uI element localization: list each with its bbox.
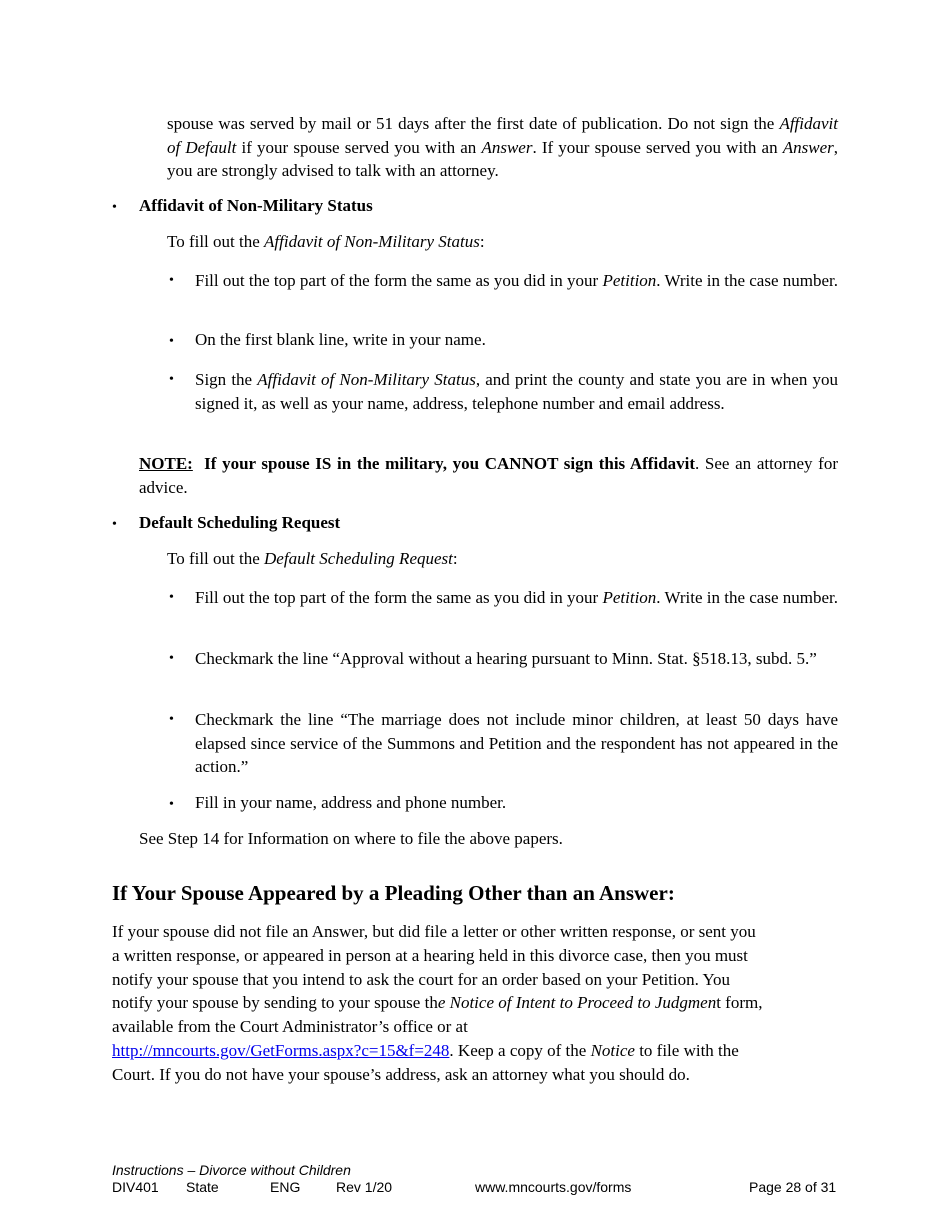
bullet: • (112, 200, 117, 215)
bullet: • (169, 651, 174, 666)
nonmil-item-1: Fill out the top part of the form the same as you did in your Petition. Write in the case number. (195, 271, 838, 290)
section-body (112, 920, 852, 1087)
nonmil-item-2: On the first blank line, write in your name. (195, 330, 486, 349)
footer-state: State (186, 1179, 219, 1195)
section-line: a written response, or appeared in person at a hearing held in this divorce case, then you must (112, 945, 748, 965)
bullet: • (169, 797, 174, 812)
continuation-paragraph: spouse was served by mail or 51 days after the first date of publication. Do not sign the Affidavit of Default if your spouse served you with an Answer. If your spouse served you with an Answer, you are strongly advised to talk with an attorney. (167, 114, 838, 180)
footer-revision: Rev 1/20 (336, 1179, 393, 1195)
footer-url: www.mncourts.gov/forms (475, 1179, 632, 1195)
section-line: Court. If you do not have your spouse’s address, ask an attorney what you should do. (112, 1064, 690, 1084)
bullet: • (169, 712, 174, 727)
nonmil-item-3: Sign the Affidavit of Non-Military Status, and print the county and state you are in when you signed it, as well as your name, address, telephone number and email address. (195, 370, 839, 413)
get-forms-link[interactable]: http://mncourts.gov/GetForms.aspx?c=15&f=248 (112, 1040, 450, 1060)
nonmil-heading: Affidavit of Non-Military Status (139, 196, 373, 215)
nonmil-intro: To fill out the Affidavit of Non-Military Status: (167, 232, 485, 251)
footer-title: Instructions – Divorce without Children (112, 1162, 351, 1178)
bullet: • (169, 590, 174, 605)
dsr-item-1: Fill out the top part of the form the same as you did in your Petition. Write in the case number. (195, 588, 838, 607)
footer-form-number: DIV401 (112, 1179, 159, 1195)
footer-page-number: Page 28 of 31 (749, 1179, 837, 1195)
dsr-intro: To fill out the Default Scheduling Request: (167, 549, 458, 568)
dsr-heading: Default Scheduling Request (139, 513, 341, 532)
section-line: available from the Court Administrator’s office or at (112, 1017, 468, 1037)
see-step-text: See Step 14 for Information on where to file the above papers. (139, 829, 563, 848)
bullet: • (169, 334, 174, 349)
bullet: • (112, 517, 117, 532)
section-line: http://mncourts.gov/GetForms.aspx?c=15&f=248. Keep a copy of the Notice to file with the (112, 1040, 739, 1060)
dsr-item-4: Fill in your name, address and phone number. (195, 793, 507, 812)
dsr-item-2: Checkmark the line “Approval without a hearing pursuant to Minn. Stat. §518.13, subd. 5.” (195, 649, 817, 668)
dsr-item-3: Checkmark the line “The marriage does not include minor children, at least 50 days have elapsed since service of the Summons and Petition and the respondent has not appeared in the action.” (195, 710, 838, 776)
bullet: • (169, 372, 174, 387)
section-line: notify your spouse by sending to your spouse the Notice of Intent to Proceed to Judgment form, (112, 993, 763, 1013)
footer-language: ENG (270, 1179, 301, 1195)
note-paragraph: NOTE: If your spouse IS in the military, you CANNOT sign this Affidavit. See an attorney for advice. (139, 454, 838, 497)
section-line: notify your spouse that you intend to ask the court for an order based on your Petition. You (112, 969, 731, 989)
section-heading: If Your Spouse Appeared by a Pleading Other than an Answer: (112, 881, 675, 905)
bullet: • (169, 273, 174, 288)
section-line: If your spouse did not file an Answer, but did file a letter or other written response, or sent you (112, 922, 756, 941)
